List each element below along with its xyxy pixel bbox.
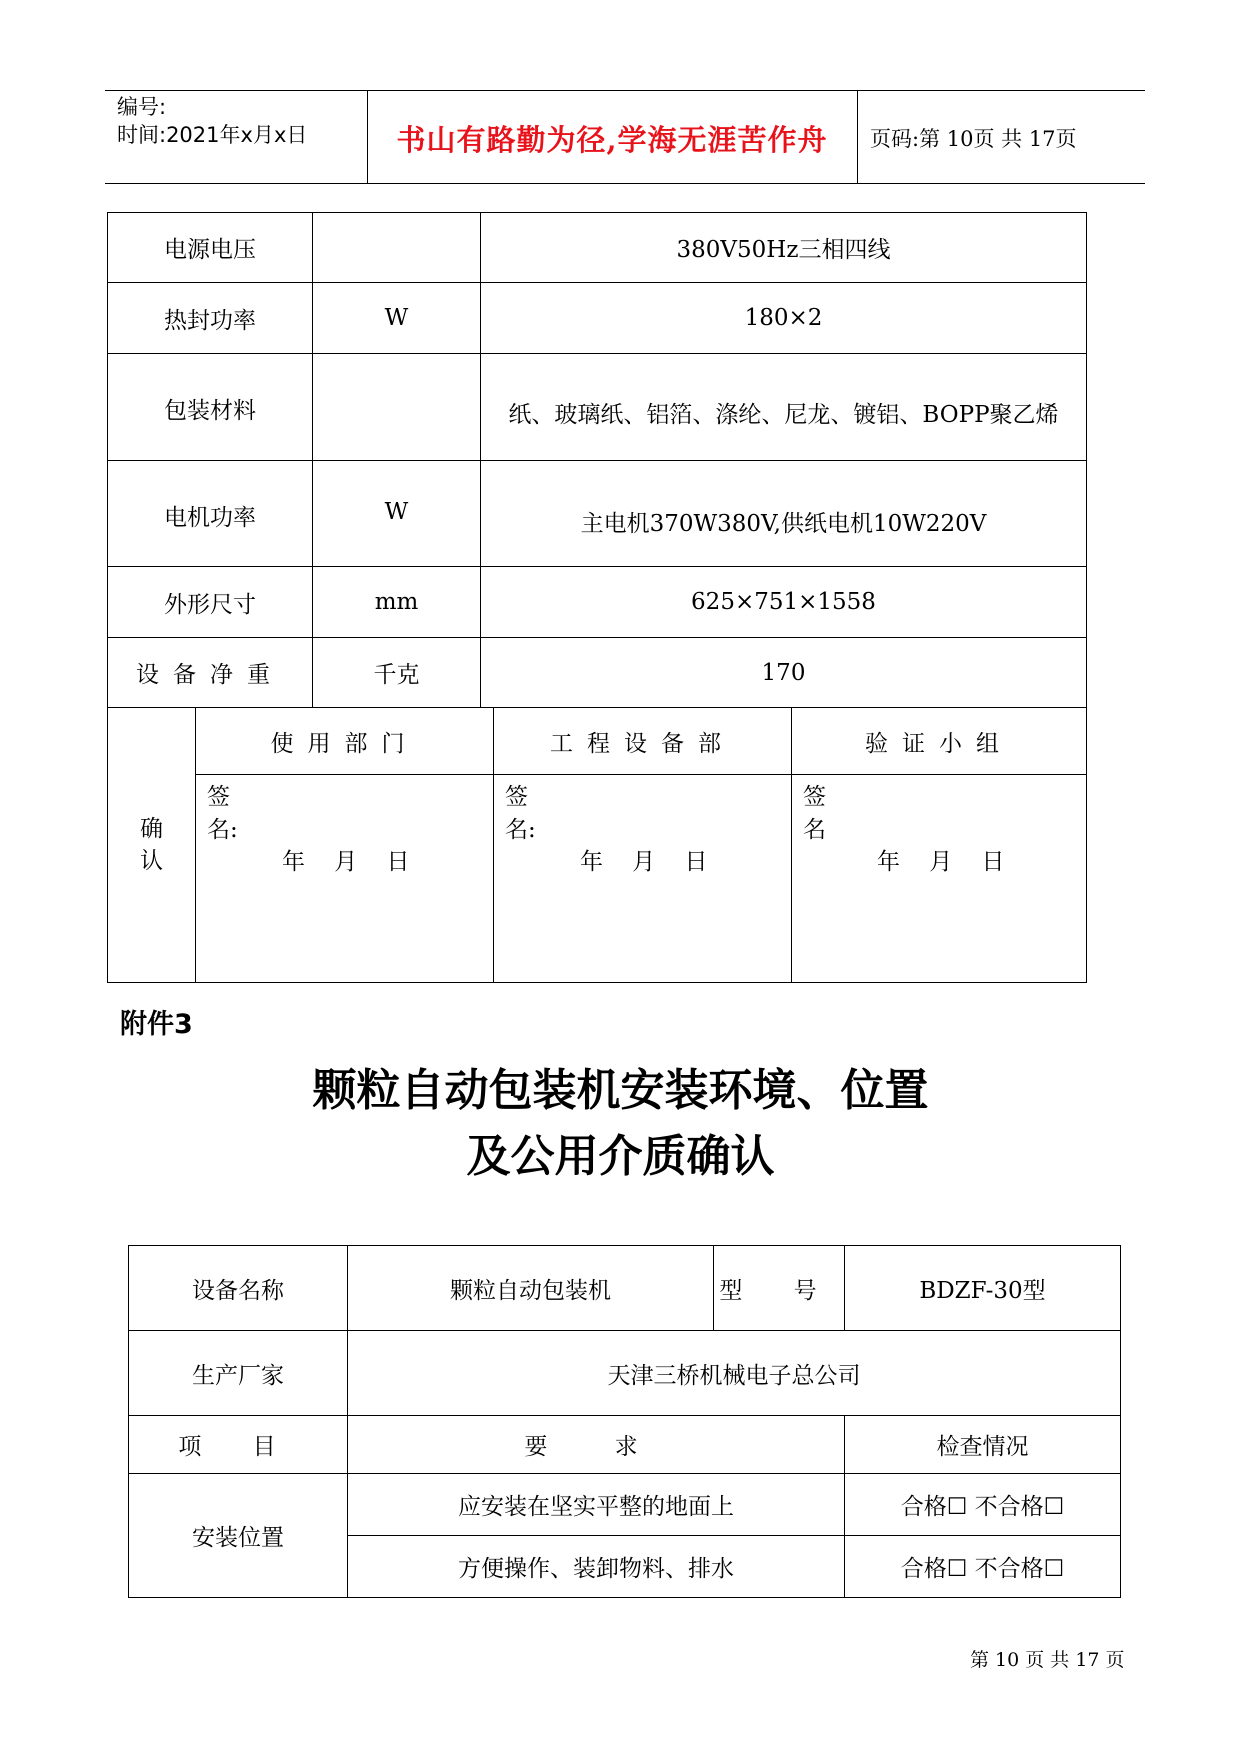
signature-label: 签名: [803, 784, 826, 843]
spec-name-cell: 设备净重: [107, 637, 313, 708]
spec-name-cell: 电源电压: [107, 212, 313, 283]
model-value: BDZF-30型: [844, 1245, 1121, 1331]
column-header-check: 检查情况: [844, 1415, 1121, 1474]
signature-label: 签名:: [505, 784, 536, 843]
spec-name-cell: 外形尺寸: [107, 566, 313, 638]
document-title-line1: 颗粒自动包装机安装环境、位置: [312, 1065, 929, 1116]
spec-value-cell: 纸、玻璃纸、铝箔、涤纶、尼龙、镀铝、BOPP聚乙烯: [480, 353, 1087, 461]
signature-date: 年 月 日: [580, 849, 708, 875]
signature-label: 签名:: [207, 784, 238, 843]
spec-name-cell: 热封功率: [107, 282, 313, 354]
maker-value: 天津三桥机械电子总公司: [347, 1330, 1121, 1416]
spec-value-cell: 170: [480, 637, 1087, 708]
spec-value-cell: 主电机370W380V,供纸电机10W220V: [480, 460, 1087, 567]
install-location-label: 安装位置: [128, 1473, 348, 1598]
device-name-value: 颗粒自动包装机: [347, 1245, 714, 1331]
signature-cell: [195, 774, 494, 983]
requirement-text: 应安装在坚实平整的地面上: [347, 1473, 845, 1536]
requirement-text: 方便操作、装卸物料、排水: [347, 1535, 845, 1598]
page-header: [105, 90, 1145, 184]
device-name-label: 设备名称: [128, 1245, 348, 1331]
column-header-requirement: 要 求: [347, 1415, 845, 1474]
spec-unit-cell: [312, 353, 481, 461]
spec-unit-cell: [312, 212, 481, 283]
doc-time-label: 时间:2021年x月x日: [117, 123, 308, 147]
dept-header-cell: 工程设备部: [493, 707, 792, 775]
signature-cell: [791, 774, 1087, 983]
spec-value-cell: 180×2: [480, 282, 1087, 354]
check-status: 合格☐ 不合格☐: [844, 1535, 1121, 1598]
attachment-label: 附件3: [120, 1009, 193, 1040]
header-page-number: 页码:第 10页 共 17页: [870, 127, 1077, 151]
signature-date: 年 月 日: [282, 849, 410, 875]
doc-number-label: 编号:: [117, 95, 167, 119]
page-footer: 第 10 页 共 17 页: [970, 1649, 1125, 1671]
signature-cell: [493, 774, 792, 983]
signature-date: 年 月 日: [877, 849, 1005, 875]
document-title-line2: 及公用介质确认: [466, 1131, 775, 1182]
spec-unit-cell: mm: [312, 566, 481, 638]
confirm-cell: [107, 707, 196, 983]
spec-value-cell: 625×751×1558: [480, 566, 1087, 638]
spec-name-cell: 电机功率: [107, 460, 313, 567]
dept-header-cell: 使用部门: [195, 707, 494, 775]
dept-header-cell: 验证小组: [791, 707, 1087, 775]
spec-name-cell: 包装材料: [107, 353, 313, 461]
model-label: 型 号: [713, 1245, 845, 1331]
maker-label: 生产厂家: [128, 1330, 348, 1416]
check-status: 合格☐ 不合格☐: [844, 1473, 1121, 1536]
spec-unit-cell: W: [312, 460, 481, 567]
confirm-label: 确认: [140, 816, 163, 874]
column-header-item: 项 目: [128, 1415, 348, 1474]
spec-value-cell: 380V50Hz三相四线: [480, 212, 1087, 283]
header-divider: [857, 91, 858, 183]
header-meta: [117, 93, 307, 149]
header-motto: 书山有路勤为径,学海无涯苦作舟: [396, 123, 828, 157]
spec-unit-cell: 千克: [312, 637, 481, 708]
spec-unit-cell: W: [312, 282, 481, 354]
